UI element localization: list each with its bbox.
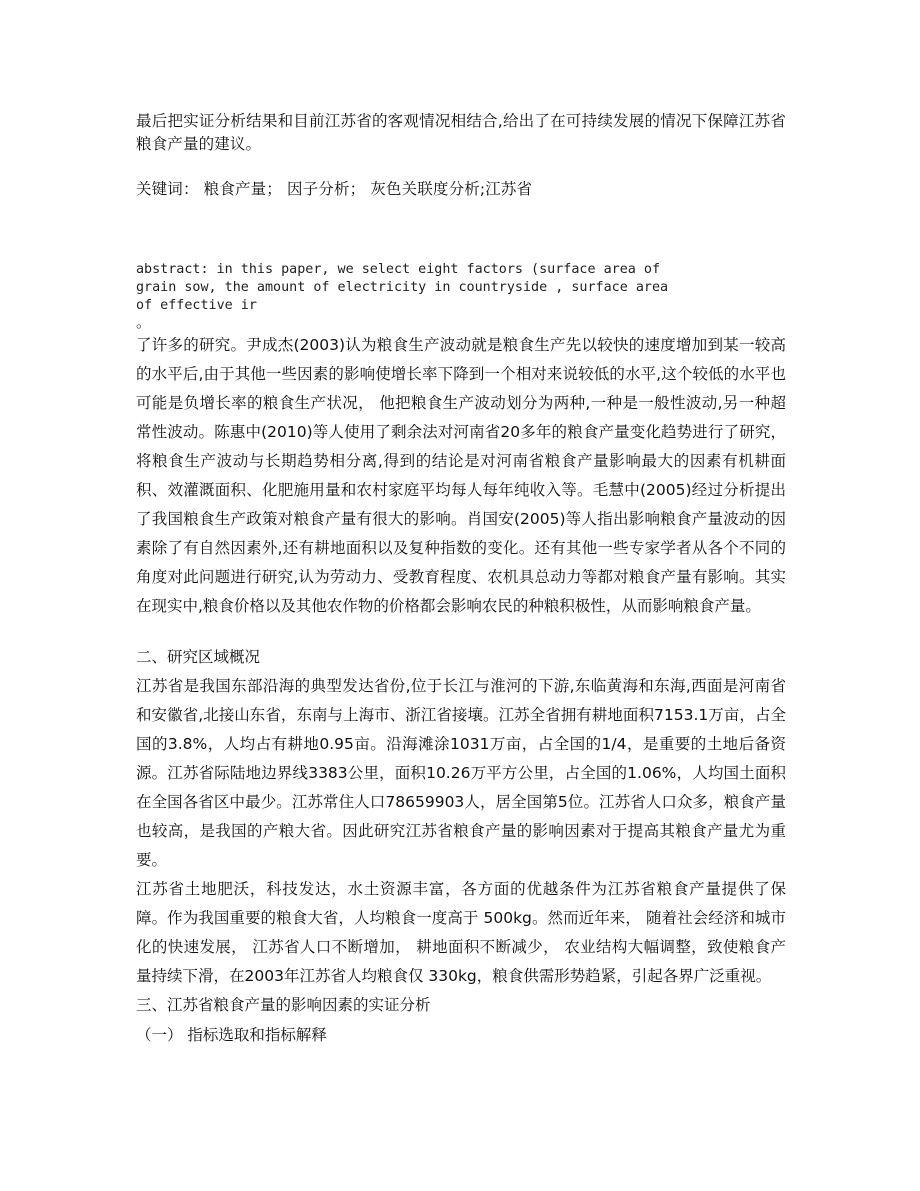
section-3-subheading-1: （一） 指标选取和指标解释 — [136, 1026, 327, 1044]
keywords-line: 关键词： 粮食产量； 因子分析； 灰色关联度分析;江苏省 — [136, 180, 533, 198]
section-2-paragraph-1: 江苏省是我国东部沿海的典型发达省份,位于长江与淮河的下游,东临黄海和东海,西面是河南省和安徽省,北接山东省，东南与上海市、浙江省接壤。江苏全省拥有耕地面积7153.1万亩，占全国的3.8%，人均占有耕地0.95亩。沿海滩涂1031万亩，占全国的1/4，是重要的土地后备资源。江苏省际陆地边界线3383公里，面积10.26万平方公里，占全国的1.06%，人均国土面积在全国各省区中最少。江苏常住人口78659903人，居全国第5位。江苏省人口众多，粮食产量也较高，是我国的产粮大省。因此研究江苏省粮食产量的影响因素对于提高其粮食产量尤为重要。 — [136, 677, 786, 869]
section-3-heading: 三、江苏省粮食产量的影响因素的实证分析 — [136, 996, 431, 1014]
abstract-closing-paragraph: 最后把实证分析结果和目前江苏省的客观情况相结合,给出了在可持续发展的情况下保障江苏省粮食产量的建议。 — [136, 112, 786, 153]
abstract-end-mark: 。 — [136, 313, 152, 331]
english-abstract: abstract: in this paper, we select eight factors (surface area of grain sow, the amount of electricity in countryside , surface area of effective ir — [136, 262, 669, 313]
document-page — [136, 110, 786, 1050]
section-gap — [136, 621, 786, 643]
literature-review-paragraph: 了许多的研究。尹成杰(2003)认为粮食生产波动就是粮食生产先以较快的速度增加到某一较高的水平后,由于其他一些因素的影响使增长率下降到一个相对来说较低的水平,这个较低的水平也可能是负增长率的粮食生产状况， 他把粮食生产波动划分为两种,一种是一般性波动,另一种超常性波动。陈惠中(2010)等人使用了剩余法对河南省20多年的粮食产量变化趋势进行了研究， 将粮食生产波动与长期趋势相分离,得到的结论是对河南省粮食产量影响最大的因素有机耕面积、效灌溉面积、化肥施用量和农村家庭平均每人每年纯收入等。毛慧中(2005)经过分析提出了我国粮食生产政策对粮食产量有很大的影响。肖国安(2005)等人指出影响粮食产量波动的因素除了有自然因素外,还有耕地面积以及复种指数的变化。还有其他一些专家学者从各个不同的角度对此问题进行研究,认为劳动力、受教育程度、农机具总动力等都对粮食产量有影响。其实在现实中,粮食价格以及其他农作物的价格都会影响农民的种粮积极性，从而影响粮食产量。 — [136, 336, 786, 615]
section-2-heading: 二、研究区域概况 — [136, 648, 261, 666]
section-2-paragraph-2: 江苏省土地肥沃，科技发达，水土资源丰富，各方面的优越条件为江苏省粮食产量提供了保障。作为我国重要的粮食大省，人均粮食一度高于 500kg。然而近年来， 随着社会经济和城市化的快速发展， 江苏省人口不断增加， 耕地面积不断减少， 农业结构大幅调整，致使粮食产量持续下滑，在2003年江苏省人均粮食仅 330kg，粮食供需形势趋紧，引起各界广泛重视。 — [136, 880, 786, 985]
